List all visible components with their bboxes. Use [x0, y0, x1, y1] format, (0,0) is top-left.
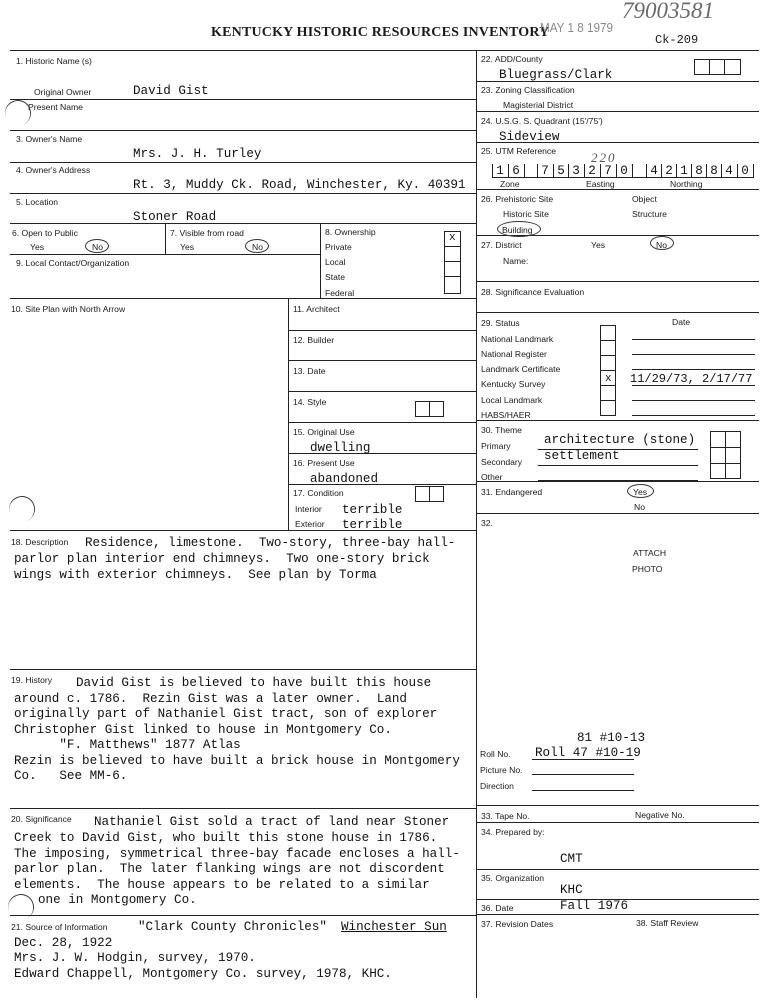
significance-line-2: Creek to David Gist, who built this stone house in 1786. [14, 831, 438, 845]
direction-line [532, 790, 634, 791]
source-line-1-underlined: Winchester Sun [341, 920, 447, 934]
historic-name-label: 1. Historic Name (s) [16, 56, 92, 66]
status-kentucky-survey: Kentucky Survey [481, 379, 546, 389]
theme-secondary-value[interactable]: settlement [544, 449, 620, 463]
kentucky-survey-mark: x [605, 373, 612, 385]
tape-no-label: 33. Tape No. [481, 811, 530, 821]
endangered-label: 31. Endangered [481, 487, 543, 497]
utm-tick [584, 164, 585, 177]
significance-label: 20. Significance [11, 814, 72, 824]
staff-review-label: 38. Staff Review [636, 918, 699, 928]
style-code-box-1[interactable] [415, 401, 430, 417]
attach-label: ATTACH [633, 548, 667, 558]
utm-tick [524, 164, 525, 177]
status-label: 29. Status [481, 318, 520, 328]
status-local-landmark: Local Landmark [481, 395, 543, 405]
utm-tick [553, 164, 554, 177]
theme-code-box[interactable] [725, 463, 741, 479]
negative-no-label: Negative No. [635, 810, 685, 820]
style-code-box-2[interactable] [429, 401, 444, 417]
description-line-3: wings with exterior chimneys. See plan by Torma [14, 568, 377, 582]
theme-code-box[interactable] [725, 447, 741, 464]
status-checkbox[interactable] [600, 385, 616, 401]
utm-tick [600, 164, 601, 177]
photo-label: PHOTO [632, 564, 663, 574]
theme-code-box[interactable] [725, 431, 741, 448]
form-id: Ck-209 [655, 33, 699, 47]
column-divider [476, 50, 477, 998]
ownership-label: 8. Ownership [325, 227, 376, 237]
utm-tick [646, 164, 647, 177]
roll-no-label: Roll No. [480, 749, 511, 759]
original-owner-label: Original Owner [34, 87, 92, 97]
building-circle-mark [497, 221, 541, 237]
line-right-4 [476, 189, 759, 190]
theme-code-box[interactable] [710, 447, 726, 464]
condition-label: 17. Condition [293, 488, 344, 498]
utm-tick [706, 164, 707, 177]
utm-zone-label: Zone [500, 179, 520, 189]
line-left-1 [10, 99, 476, 100]
ownership-private-mark: x [449, 232, 456, 244]
owners-name-label: 3. Owner's Name [16, 134, 83, 144]
prepared-by-label: 34. Prepared by: [481, 827, 545, 837]
binder-hole-middle [5, 492, 38, 525]
add-county-label: 22. ADD/County [481, 54, 543, 64]
history-line-1: David Gist is believed to have built this house [76, 676, 432, 690]
theme-code-box[interactable] [710, 463, 726, 479]
frame-top-line [10, 50, 759, 51]
site-plan-label: 10. Site Plan with North Arrow [11, 304, 126, 314]
location-value[interactable]: Stoner Road [133, 210, 217, 224]
utm-northing-label: Northing [670, 179, 703, 189]
status-date-label: Date [672, 317, 691, 327]
photo-section-label: 32. [481, 518, 493, 528]
date-prepared-label: 36. Date [481, 903, 514, 913]
county-code-box-2[interactable] [709, 59, 725, 75]
line-left-2 [10, 130, 476, 131]
owners-address-value[interactable]: Rt. 3, Muddy Ck. Road, Winchester, Ky. 40391 [133, 178, 466, 192]
district-yes-option[interactable]: Yes [591, 240, 606, 250]
utm-tick [568, 164, 569, 177]
utm-tick [691, 164, 692, 177]
utm-tick [753, 164, 754, 177]
utm-northing-digit: 2 [665, 164, 673, 178]
original-use-value[interactable]: dwelling [310, 441, 371, 455]
theme-other-label: Other [481, 472, 503, 482]
historic-site-label: Historic Site [503, 209, 549, 219]
roll-no-line [532, 759, 634, 760]
status-national-landmark: National Landmark [481, 334, 554, 344]
status-date-line [632, 354, 755, 355]
history-line-7: Co. See MM-6. [14, 769, 128, 783]
county-code-box-3[interactable] [724, 59, 741, 75]
description-label: 18. Description [11, 537, 69, 547]
significance-line-5: elements. The house appears to be related to a similar [14, 878, 430, 892]
open-to-public-label: 6. Open to Public [12, 228, 78, 238]
source-label: 21. Source of Information [11, 922, 108, 932]
line-left-10 [10, 808, 476, 809]
line-left-6 [10, 254, 320, 255]
utm-northing-digit: 4 [725, 164, 733, 178]
utm-northing-digit: 8 [695, 164, 703, 178]
utm-easting-digit: 2 [588, 164, 596, 178]
ownership-checkbox-state[interactable] [444, 261, 461, 277]
utm-zone-digit: 1 [496, 164, 504, 178]
source-line-4: Edward Chappell, Montgomery Co. survey, 1978, KHC. [14, 967, 392, 981]
utm-easting-digit: 3 [572, 164, 580, 178]
utm-tick [632, 164, 633, 177]
source-line-2: Dec. 28, 1922 [14, 936, 113, 950]
line-right-2 [476, 111, 759, 112]
line-right-12 [476, 822, 759, 823]
condition-code-box-1[interactable] [415, 486, 430, 502]
ownership-local-label: Local [325, 257, 346, 267]
prehistoric-site-label: 26. Prehistoric Site [481, 194, 554, 204]
line-left-3 [10, 162, 476, 163]
usgs-quadrant-label: 24. U.S.G. S. Quadrant (15'/75') [481, 116, 603, 126]
utm-northing-digit: 1 [680, 164, 688, 178]
status-checkbox[interactable] [600, 355, 616, 371]
line-vert-6-7 [165, 223, 166, 254]
binder-hole-lower [4, 890, 37, 923]
description-line-1: Residence, limestone. Two-story, three-bay hall- [85, 536, 456, 550]
district-no-circle-mark [650, 236, 674, 250]
object-label: Object [632, 194, 657, 204]
status-date-line [632, 400, 755, 401]
utm-easting-digit: 0 [620, 164, 628, 178]
history-label: 19. History [11, 675, 53, 685]
line-right-6 [476, 281, 759, 282]
county-code-box-1[interactable] [694, 59, 710, 75]
ownership-private-label: Private [325, 242, 352, 252]
significance-evaluation-label: 28. Significance Evaluation [481, 287, 585, 297]
builder-label: 12. Builder [293, 335, 335, 345]
district-no-option[interactable]: No [656, 240, 667, 250]
history-line-6: Rezin is believed to have built a brick house in Montgomery [14, 754, 460, 768]
original-owner-value[interactable]: David Gist [133, 84, 209, 98]
line-right-15 [476, 914, 759, 915]
line-right-10 [476, 513, 759, 514]
theme-label: 30. Theme [481, 425, 522, 435]
status-checkbox[interactable] [600, 325, 616, 341]
significance-line-3: The imposing, symmetrical three-bay facade encloses a hall- [14, 847, 460, 861]
form-title: KENTUCKY HISTORIC RESOURCES INVENTORY [211, 25, 550, 40]
utm-easting-digit: 7 [604, 164, 612, 178]
line-14 [288, 422, 476, 423]
visible-no-circle-mark [245, 239, 269, 253]
theme-line [538, 480, 698, 481]
utm-tick [616, 164, 617, 177]
kentucky-survey-dates[interactable]: 11/29/73, 2/17/77 [630, 372, 753, 386]
ownership-checkbox-local[interactable] [444, 246, 461, 262]
roll-number-top: 81 #10-13 [577, 731, 646, 745]
significance-line-4: parlor plan. The later flanking wings are not discordent [14, 862, 445, 876]
original-use-label: 15. Original Use [293, 427, 355, 437]
status-date-line [632, 369, 755, 370]
visible-yes-option[interactable]: Yes [180, 242, 195, 252]
revision-dates-label: 37. Revision Dates [481, 919, 554, 929]
utm-tick [537, 164, 538, 177]
ownership-state-label: State [325, 272, 346, 282]
usgs-quadrant-value[interactable]: Sideview [499, 130, 560, 144]
status-habs-haer: HABS/HAER [481, 410, 531, 420]
endangered-no-option[interactable]: No [634, 502, 645, 512]
interior-value[interactable]: terrible [342, 503, 403, 517]
visible-no-option[interactable]: No [252, 242, 263, 252]
open-no-circle-mark [85, 239, 109, 253]
status-date-line [632, 415, 755, 416]
zoning-value: Magisterial District [503, 100, 574, 110]
utm-northing-digit: 8 [710, 164, 718, 178]
utm-tick [661, 164, 662, 177]
handwritten-reference-number: 79003581 [622, 0, 714, 23]
district-name-label: Name: [503, 256, 529, 266]
history-line-5: "F. Matthews" 1877 Atlas [14, 738, 241, 752]
organization-value[interactable]: KHC [560, 883, 583, 897]
status-national-register: National Register [481, 349, 547, 359]
line-12 [288, 360, 476, 361]
utm-northing-digit: 4 [650, 164, 658, 178]
direction-label: Direction [480, 781, 514, 791]
date-label: 13. Date [293, 366, 326, 376]
date-prepared-value[interactable]: Fall 1976 [560, 899, 629, 913]
organization-label: 35. Organization [481, 873, 545, 883]
history-line-3: originally part of Nathaniel Gist tract, son of explorer [14, 707, 438, 721]
status-date-line [632, 339, 755, 340]
source-line-1: "Clark County Chronicles" [138, 920, 327, 934]
utm-tick [676, 164, 677, 177]
status-checkbox[interactable] [600, 340, 616, 356]
utm-tick [508, 164, 509, 177]
theme-code-box[interactable] [710, 431, 726, 448]
prepared-by-value[interactable]: CMT [560, 852, 583, 866]
visible-from-road-label: 7. Visible from road [170, 228, 244, 238]
present-use-label: 16. Present Use [293, 458, 355, 468]
exterior-value[interactable]: terrible [342, 518, 403, 532]
picture-no-label: Picture No. [480, 765, 523, 775]
theme-secondary-label: Secondary [481, 457, 523, 467]
district-label: 27. District [481, 240, 522, 250]
line-right-7 [476, 312, 759, 313]
history-line-2: around c. 1786. Rezin Gist was a later owner. Land [14, 692, 407, 706]
line-right-11 [476, 805, 759, 806]
theme-primary-value[interactable]: architecture (stone) [544, 433, 696, 447]
line-vert-7-8 [320, 223, 321, 298]
utm-tick [737, 164, 738, 177]
present-use-value[interactable]: abandoned [310, 472, 379, 486]
line-vert-site-plan [288, 298, 289, 530]
theme-line [538, 449, 698, 450]
line-right-13 [476, 869, 759, 870]
add-county-value[interactable]: Bluegrass/Clark [499, 68, 613, 82]
theme-primary-label: Primary [481, 441, 511, 451]
description-line-2: parlor plan interior end chimneys. Two one-story brick [14, 552, 430, 566]
ownership-checkbox-federal[interactable] [444, 276, 461, 294]
significance-line-6: one in Montgomery Co. [38, 893, 197, 907]
utm-easting-digit: 7 [541, 164, 549, 178]
line-right-9 [476, 481, 759, 482]
ownership-federal-label: Federal [325, 288, 355, 298]
style-label: 14. Style [293, 397, 327, 407]
theme-line [538, 465, 698, 466]
endangered-yes-circle-mark [627, 484, 654, 498]
source-line-3: Mrs. J. W. Hodgin, survey, 1970. [14, 951, 256, 965]
open-yes-option[interactable]: Yes [30, 242, 45, 252]
line-left-4 [10, 193, 476, 194]
status-checkbox[interactable] [600, 400, 616, 416]
utm-easting-label: Easting [586, 179, 615, 189]
utm-reference-label: 25. UTM Reference [481, 146, 556, 156]
received-date-stamp: MAY 1 8 1979 [540, 20, 614, 35]
condition-code-box-2[interactable] [429, 486, 444, 502]
open-no-option[interactable]: No [92, 242, 103, 252]
status-landmark-certificate: Landmark Certificate [481, 364, 561, 374]
utm-tick [492, 164, 493, 177]
line-left-7 [10, 298, 476, 299]
utm-easting-digit: 5 [557, 164, 565, 178]
utm-zone-digit: 6 [512, 164, 520, 178]
picture-no-line [532, 774, 634, 775]
structure-label: Structure [632, 209, 667, 219]
line-left-5 [10, 223, 476, 224]
utm-handwritten-correction: 220 [591, 150, 617, 165]
line-left-11 [10, 915, 476, 916]
line-left-9 [10, 669, 476, 670]
line-13 [288, 391, 476, 392]
history-line-4: Christopher Gist linked to house in Montgomery Co. [14, 723, 392, 737]
line-left-8 [10, 530, 476, 531]
line-11 [288, 330, 476, 331]
endangered-yes-option[interactable]: Yes [633, 487, 648, 497]
utm-northing-digit: 0 [741, 164, 749, 178]
zoning-label: 23. Zoning Classification [481, 85, 575, 95]
line-right-8 [476, 420, 759, 421]
present-name-label: Present Name [28, 102, 83, 112]
owners-name-value[interactable]: Mrs. J. H. Turley [133, 147, 262, 161]
exterior-label: Exterior [295, 519, 325, 529]
building-label: Building [502, 225, 533, 235]
interior-label: Interior [295, 504, 322, 514]
local-contact-label: 9. Local Contact/Organization [16, 258, 130, 268]
significance-line-1: Nathaniel Gist sold a tract of land near Stoner [94, 815, 450, 829]
utm-tick [721, 164, 722, 177]
architect-label: 11. Architect [293, 304, 340, 314]
roll-no-value[interactable]: Roll 47 #10-19 [535, 746, 641, 760]
owners-address-label: 4. Owner's Address [16, 165, 91, 175]
location-label: 5. Location [16, 197, 59, 207]
